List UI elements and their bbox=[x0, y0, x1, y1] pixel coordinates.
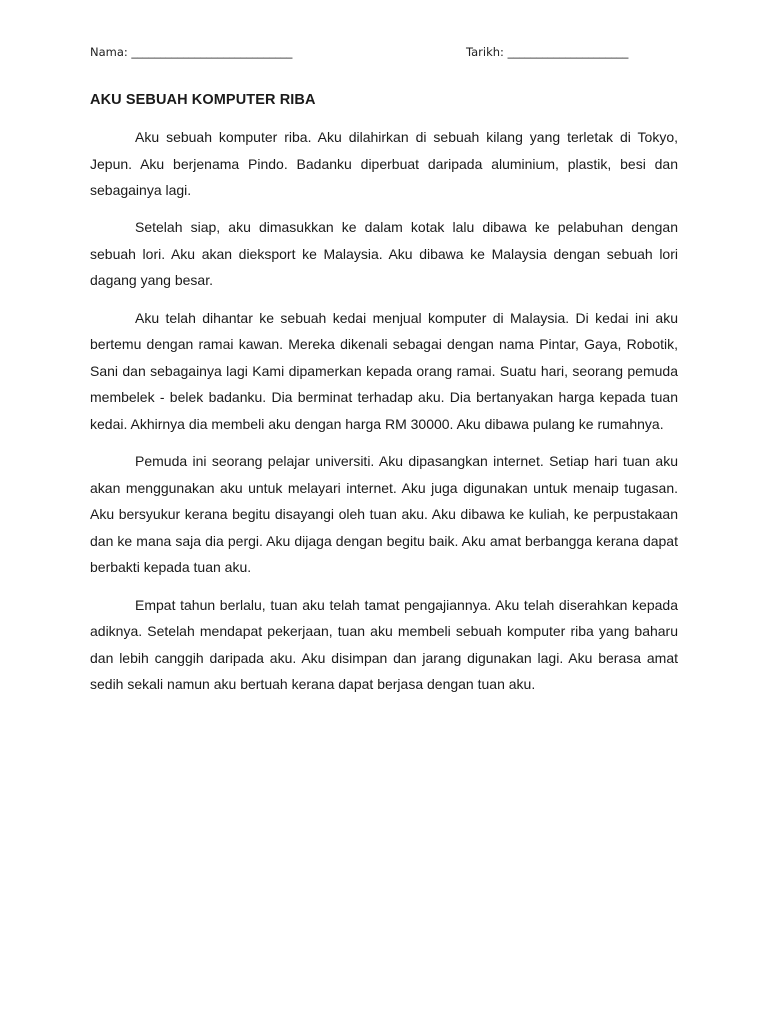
document-title: AKU SEBUAH KOMPUTER RIBA bbox=[90, 92, 316, 108]
nama-field: Nama: ____________________________ bbox=[90, 45, 293, 59]
paragraph-2: Setelah siap, aku dimasukkan ke dalam kotak lalu dibawa ke pelabuhan dengan sebuah lori. Aku akan dieksport ke Malaysia. Aku dibawa ke Malaysia dengan sebuah lori dagang yang besar. bbox=[90, 219, 678, 289]
paragraph-3: Aku telah dihantar ke sebuah kedai menjual komputer di Malaysia. Di kedai ini aku bertemu dengan ramai kawan. Mereka dikenali sebagai dengan nama Pintar, Gaya, Robotik, Sani dan sebagainya lagi Kami dipamerkan kepada orang ramai. Suatu hari, seorang pemuda membelek - belek badanku. Dia berminat terhadap aku. Dia bertanyakan harga kepada tuan kedai. Akhirnya dia membeli aku dengan harga RM 30000. Aku dibawa pulang ke rumahnya. bbox=[90, 309, 678, 432]
essay-body bbox=[90, 124, 678, 708]
paragraph-1: Aku sebuah komputer riba. Aku dilahirkan di sebuah kilang yang terletak di Tokyo, Jepun. Aku berjenama Pindo. Badanku diperbuat daripada aluminium, plastik, besi dan sebagainya lagi. bbox=[90, 129, 678, 199]
paragraph-4: Pemuda ini seorang pelajar universiti. Aku dipasangkan internet. Setiap hari tuan aku akan menggunakan aku untuk melayari internet. Aku juga digunakan untuk menaip tugasan. Aku bersyukur kerana begitu disayangi oleh tuan aku. Aku dibawa ke kuliah, ke perpustakaan dan ke mana saja dia pergi. Aku dijaga dengan begitu baik. Aku amat berbangga kerana dapat berbakti kepada tuan aku. bbox=[90, 453, 678, 576]
tarikh-field: Tarikh: _____________________ bbox=[466, 45, 629, 59]
paragraph-5: Empat tahun berlalu, tuan aku telah tamat pengajiannya. Aku telah diserahkan kepada adiknya. Setelah mendapat pekerjaan, tuan aku membeli sebuah komputer riba yang baharu dan lebih canggih daripada aku. Aku disimpan dan jarang digunakan lagi. Aku berasa amat sedih sekali namun aku bertuah kerana dapat berjasa dengan tuan aku. bbox=[90, 596, 678, 693]
